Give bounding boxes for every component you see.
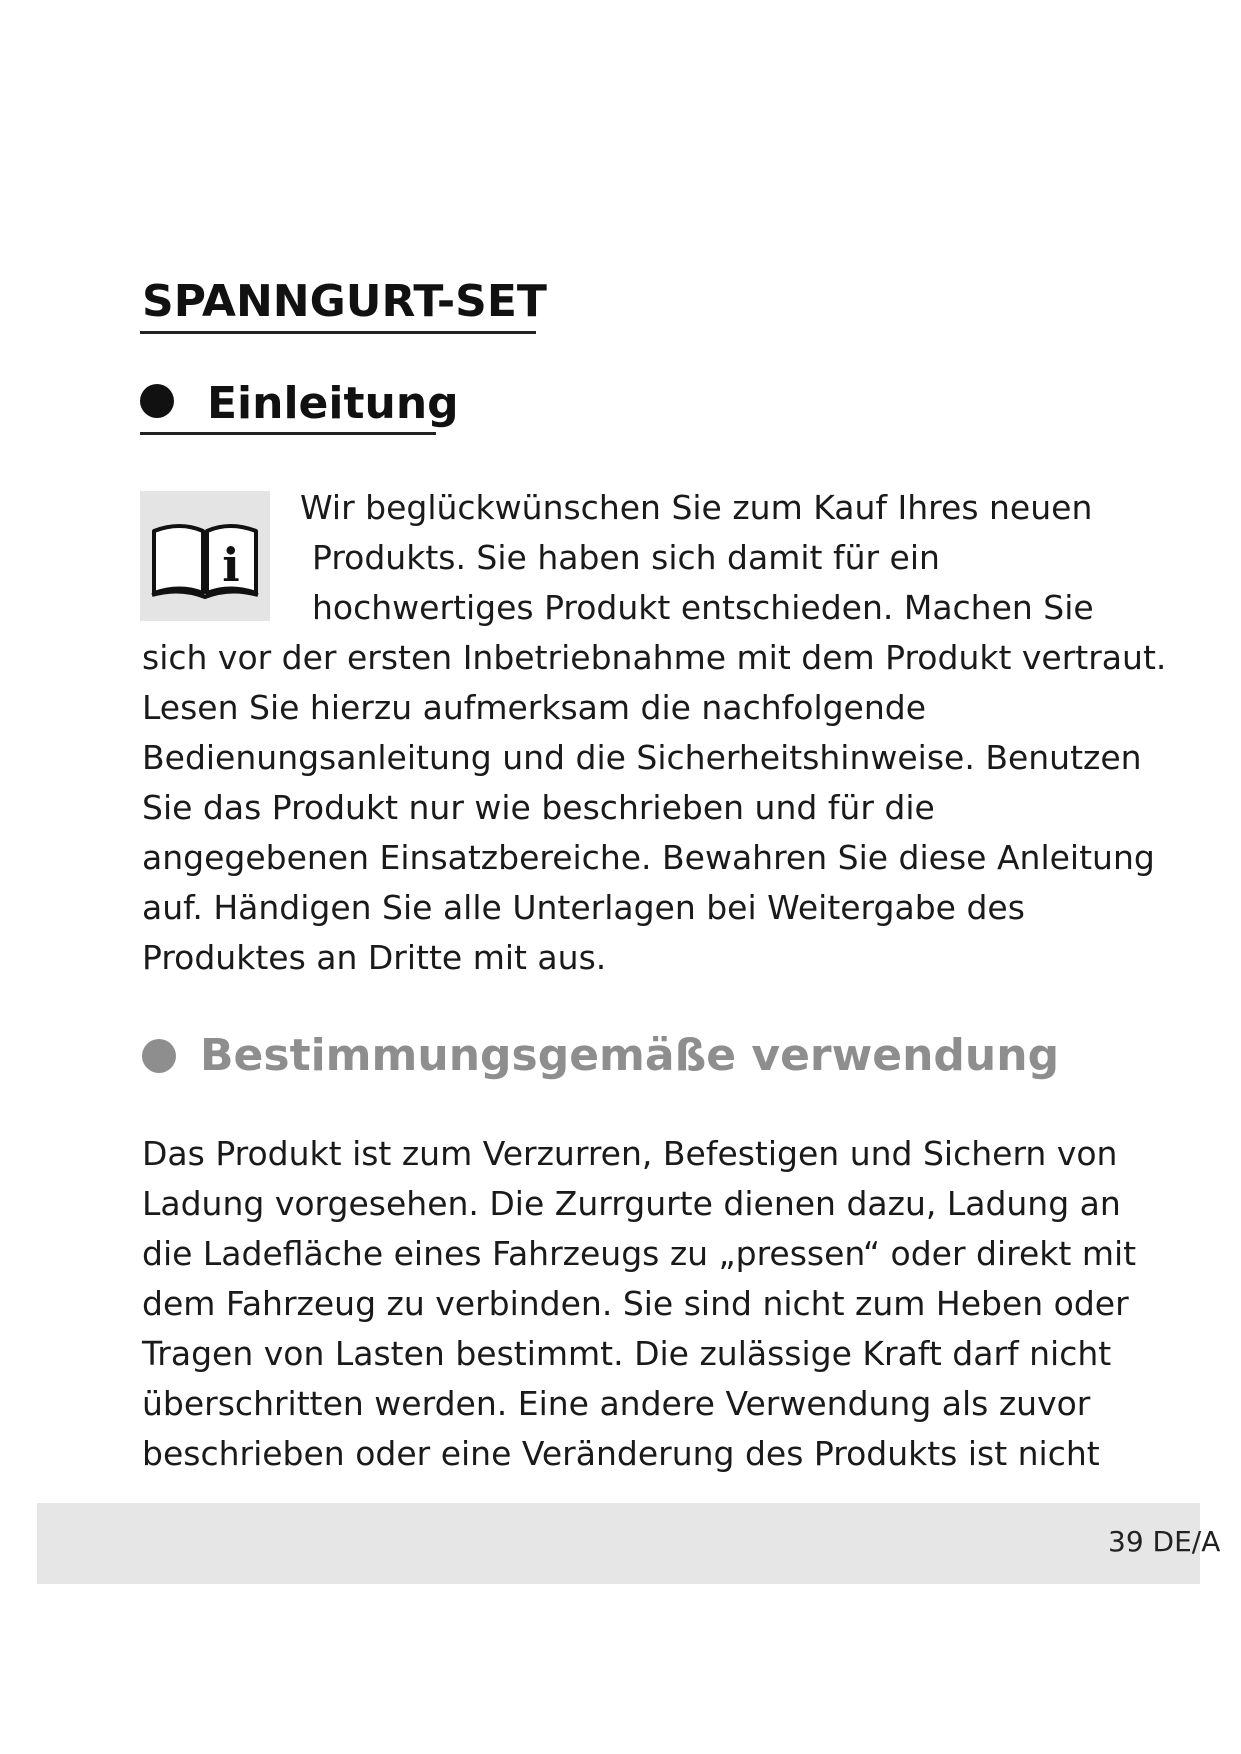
text-line: auf. Händigen Sie alle Unterlagen bei Weitergabe des: [142, 888, 1025, 927]
text-line: die Ladefläche eines Fahrzeugs zu „pressen“ oder direkt mit: [142, 1234, 1137, 1273]
page-title: SPANNGURT-SET: [142, 276, 547, 327]
text-line: überschritten werden. Eine andere Verwendung als zuvor: [142, 1384, 1091, 1423]
page-number: 39 DE/A: [1108, 1525, 1221, 1558]
intro-paragraph: [142, 483, 1166, 983]
text-line: Das Produkt ist zum Verzurren, Befestigen und Sichern von: [142, 1134, 1118, 1173]
text-line: dem Fahrzeug zu verbinden. Sie sind nicht zum Heben oder: [142, 1284, 1129, 1323]
title-underline: [140, 331, 536, 334]
text-line: Produkts. Sie haben sich damit für ein: [312, 538, 940, 577]
text-line: angegebenen Einsatzbereiche. Bewahren Sie diese Anleitung: [142, 838, 1155, 877]
text-line: Sie das Produkt nur wie beschrieben und für die: [142, 788, 935, 827]
footer-bar: [37, 1503, 1221, 1584]
text-line: sich vor der ersten Inbetriebnahme mit dem Produkt vertraut.: [142, 638, 1167, 677]
text-line: Lesen Sie hierzu aufmerksam die nachfolgende: [142, 688, 927, 727]
text-line: Wir beglückwünschen Sie zum Kauf Ihres neuen: [300, 488, 1093, 527]
bullet-icon: [140, 384, 174, 418]
text-line: hochwertiges Produkt entschieden. Machen Sie: [312, 588, 1094, 627]
text-line: Produktes an Dritte mit aus.: [142, 938, 607, 977]
info-letter: i: [222, 538, 240, 592]
section-heading-verwendung: Bestimmungsgemäße verwendung: [200, 1030, 1060, 1081]
text-line: beschrieben oder eine Veränderung des Produkts ist nicht: [142, 1434, 1100, 1473]
section-heading-einleitung: Einleitung: [207, 378, 459, 429]
heading-underline: [140, 432, 436, 435]
usage-paragraph: [142, 1129, 1136, 1479]
text-line: Ladung vorgesehen. Die Zurrgurte dienen dazu, Ladung an: [142, 1184, 1121, 1223]
bullet-icon: [142, 1039, 176, 1073]
text-line: Tragen von Lasten bestimmt. Die zulässige Kraft darf nicht: [142, 1334, 1112, 1373]
text-line: Bedienungsanleitung und die Sicherheitshinweise. Benutzen: [142, 738, 1142, 777]
